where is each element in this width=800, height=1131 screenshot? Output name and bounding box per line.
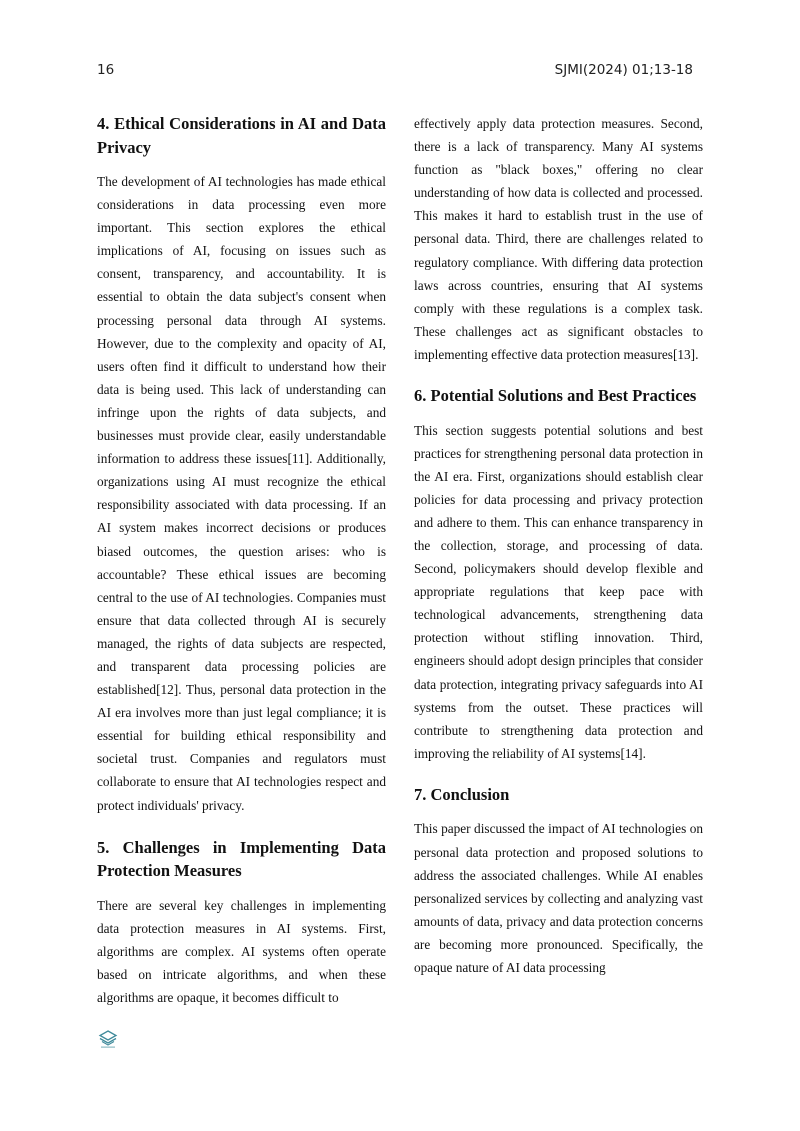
section-5-heading: 5. Challenges in Implementing Data Protection Measures	[97, 837, 386, 881]
section-5-body-part2: effectively apply data protection measures. Second, there is a lack of transparency. Many AI systems function as "black boxes," offering no clear understanding of how data is collected and processed. This makes it hard to establish trust in the use of personal data. Third, there are challenges related to regulatory compliance. With differing data protection laws across countries, ensuring that AI systems comply with these regulations is a complex task. These challenges act as significant obstacles to implementing effective data protection measures[13].	[414, 116, 703, 362]
journal-reference: SJMI(2024) 01;13-18	[554, 62, 693, 78]
section-5-body-part1: There are several key challenges in implementing data protection measures in AI systems. First, algorithms are complex. AI systems often operate based on intricate algorithms, and when these algorithms are opaque, it becomes difficult to	[97, 897, 386, 1005]
page-number: 16	[97, 62, 115, 78]
right-column	[414, 112, 703, 979]
publisher-logo-icon	[98, 1029, 118, 1049]
section-7-heading: 7. Conclusion	[414, 784, 510, 804]
left-column	[97, 112, 386, 1009]
section-4-heading: 4. Ethical Considerations in AI and Data Privacy	[97, 114, 386, 157]
section-6-body: This section suggests potential solutions and best practices for strengthening personal data protection in the AI era. First, organizations should establish clear policies for data processing and privacy protection and adhere to them. This can enhance transparency in the collection, storage, and processing of data. Second, policymakers should develop flexible and appropriate regulations that keep pace with technological advancements, strengthening data protection without stifling innovation. Third, engineers should adopt design principles that consider data protection, integrating privacy safeguards into AI systems from the outset. These practices will contribute to strengthening data protection and improving the reliability of AI systems[14].	[414, 422, 703, 761]
section-6-heading: 6. Potential Solutions and Best Practices	[414, 386, 697, 406]
section-4-body: The development of AI technologies has made ethical considerations in data processing even more important. This section explores the ethical implications of AI, focusing on issues such as consent, transparency, and accountability. It is essential to obtain the data subject's consent when processing personal data through AI systems. However, due to the complexity and opacity of AI, users often find it difficult to understand how their data is being used. This lack of understanding can infringe upon the rights of data subjects, and businesses must provide clear, easily understandable information to address these issues[11]. Additionally, organizations using AI must recognize the ethical responsibility associated with data processing. If an AI system makes incorrect decisions or produces biased outcomes, the question arises: who is accountable? These ethical issues are becoming central to the use of AI technologies. Companies must ensure that data collected through AI is securely managed, the rights of data subjects are respected, and transparent data processing policies are established[12]. Thus, personal data protection in the AI era involves more than just legal compliance; it is essential for building ethical responsibility and societal trust. Companies and regulators must collaborate to ensure that AI technologies respect and protect individuals' privacy.	[97, 174, 386, 813]
section-7-body: This paper discussed the impact of AI technologies on personal data protection and proposed solutions to address the associated challenges. While AI enables personalized services by collecting and analyzing vast amounts of data, privacy and data protection concerns are becoming more pronounced. Specifically, the opaque nature of AI data processing	[414, 821, 703, 975]
